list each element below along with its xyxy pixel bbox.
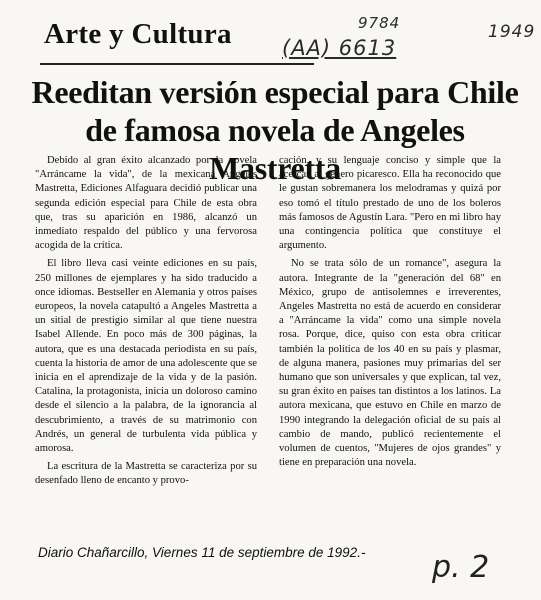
- article-column-right: [279, 154, 501, 474]
- paragraph: La escritura de la Mastretta se caracteriza por su desenfado lleno de encanto y provo-: [35, 461, 257, 487]
- paragraph: El libro lleva casi veinte ediciones en su país, 250 millones de ejemplares y ha sido traducido a once idiomas. Bestseller en Alemania y otros países europeos, la novela catapultó a Angeles Mastretta a un sitial de prestigio similar al que tiene nuestra Isabel Allende. En poco más de 300 páginas, la autora, que es una destacada periodista en su país, cuenta la historia de amor de una adolescente que se inicia en el aprendizaje de la vida y de la pasión. Catalina, la protagonista, inicia un doloroso camino desde el silencio a la palabra, de la ignorancia al descubrimiento, a través de su matrimonio con Andrés, un general de turbulenta vida pública y amorosa.: [35, 258, 257, 455]
- paragraph: cación, y su lenguaje conciso y simple que la acercan al género picaresco. Ella ha reconocido que le gustan sobremanera los melodramas y quizá por eso tomó el título prestado de uno de los boleros más famosos de Agustín Lara. "Pero en mi libro hay una contingencia política que constituye el argumento.: [279, 155, 501, 252]
- handwritten-reference: (AA) 6613: [282, 36, 397, 60]
- section-rule: [40, 63, 314, 65]
- section-title: Arte y Cultura: [44, 18, 232, 50]
- handwritten-year-note: 1949: [488, 22, 536, 42]
- source-credit: Diario Chañarcillo, Viernes 11 de septiembre de 1992.-: [38, 545, 366, 560]
- paragraph: Debido al gran éxito alcanzado por la novela "Arráncame la vida", de la mexicana Angeles Mastretta, Ediciones Alfaguara decidió publicar una segunda edición especial para Chile de esta obra que, tras su aparición en 1986, alcanzó un inmediato respaldo del público y una fervorosa acogida de la crítica.: [35, 155, 257, 252]
- handwritten-catalog-number: 9784: [358, 14, 401, 32]
- paragraph: No se trata sólo de un romance", asegura la autora. Integrante de la "generación del 68" en México, grupo de antisolemnes e irreverentes, Angeles Mastretta no está de acuerdo en considerar a "Arráncame la vida" como una simple novela rosa. Porque, dice, quiso con esta obra criticar también la política de los 40 en su país y plasmar, de alguna manera, pasiones muy primarias del ser humano que son universales y que explican, tal vez, su gran éxito en países tan distintos a los latinos. La autora mexicana, que estuvo en Chile en marzo de 1990 integrando la delegación oficial de su país al cambio de mando, publicó recientemente el volumen de cuentos, "Mujeres de ojos grandes" y tiene en preparación una novela.: [279, 258, 501, 469]
- article-headline: Reeditan versión especial para Chile de famosa novela de Angeles Mastretta: [31, 74, 519, 186]
- article-column-left: [35, 154, 257, 493]
- handwritten-page-mark: p. 2: [432, 550, 490, 585]
